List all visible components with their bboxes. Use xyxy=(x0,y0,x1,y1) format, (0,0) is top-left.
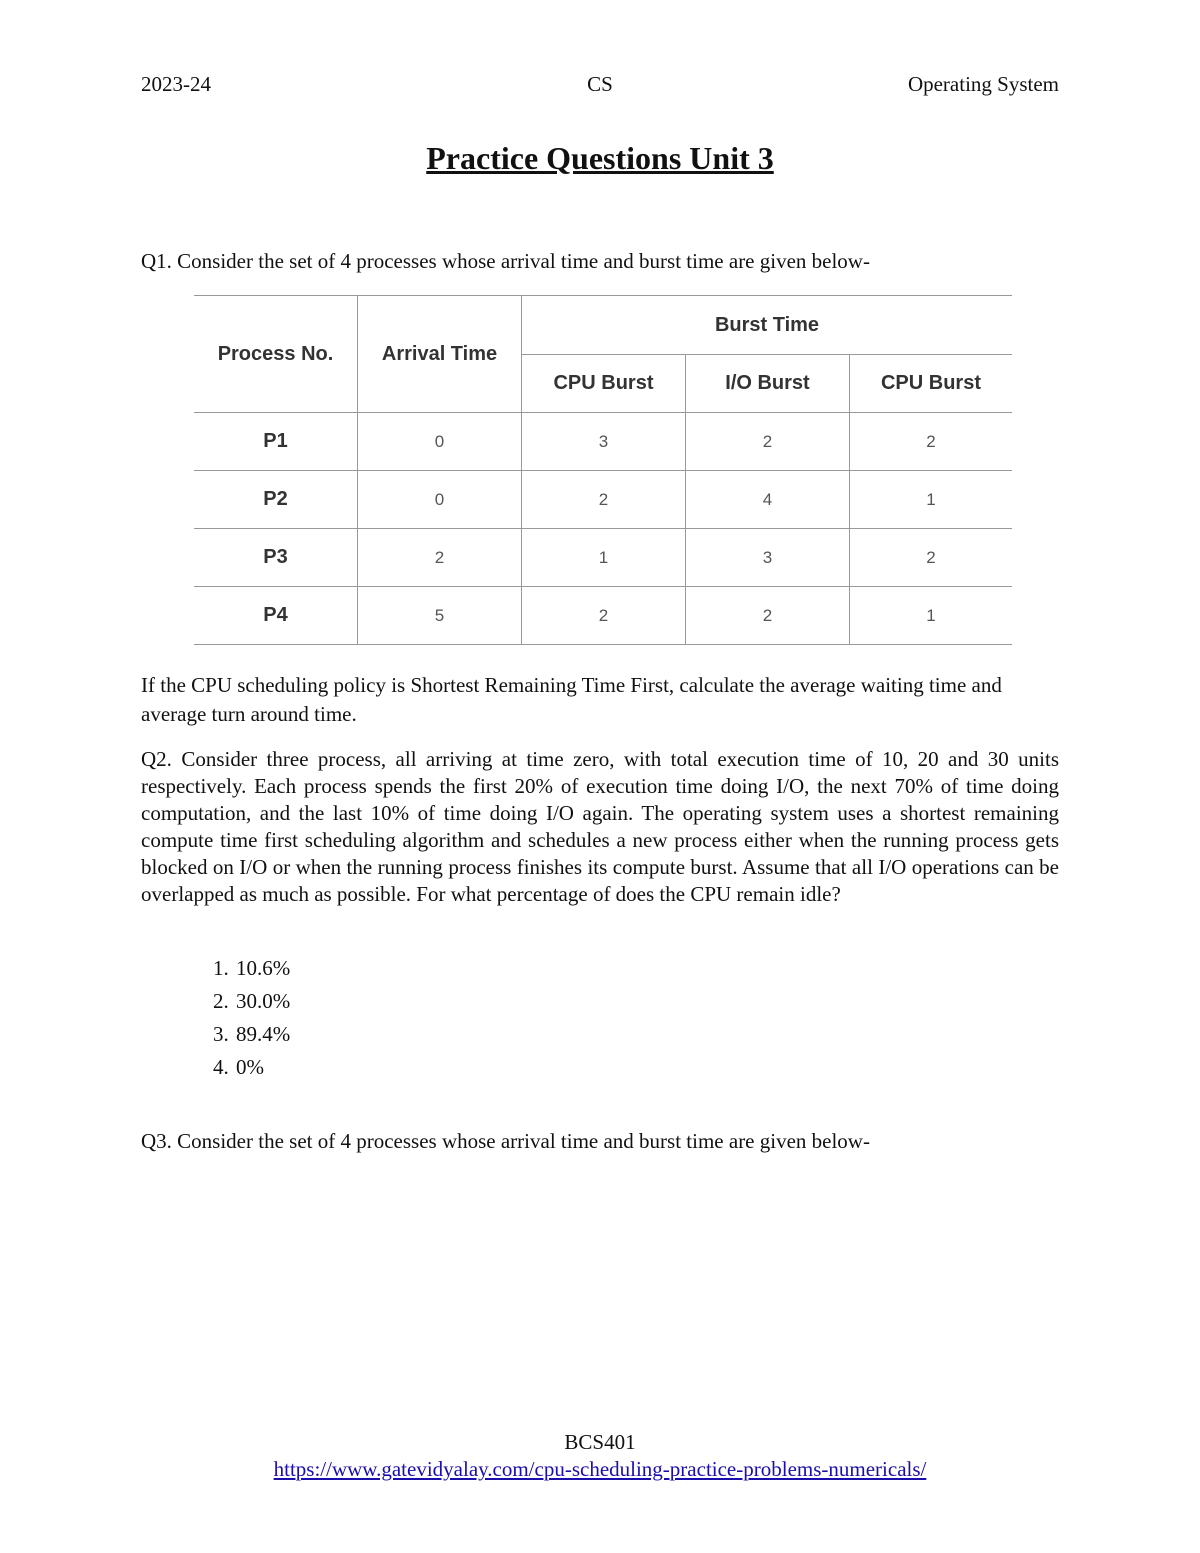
io-burst: 2 xyxy=(686,413,850,471)
header-cpu-burst-1: CPU Burst xyxy=(522,355,686,413)
q1-process-table xyxy=(194,295,1012,645)
footer-course-code: BCS401 xyxy=(564,1430,636,1454)
header-year: 2023-24 xyxy=(141,72,211,96)
table-row xyxy=(194,471,1012,529)
q2-text: Q2. Consider three process, all arriving at time zero, with total execution time of 10, 20 and 30 units respectively. Each process spends the first 20% of execution time doing I/O, the next 70% of time doing computation, and the last 10% of time doing I/O again. The operating system uses a shortest remaining compute time first scheduling algorithm and schedules a new process either when the running process gets blocked on I/O or when the running process finishes its compute burst. Assume that all I/O operations can be overlapped as much as possible. For what percentage of does the CPU remain idle? xyxy=(141,747,1059,906)
table-row xyxy=(194,413,1012,471)
page-title: Practice Questions Unit 3 xyxy=(426,140,774,176)
q3-intro: Q3. Consider the set of 4 processes whose arrival time and burst time are given below- xyxy=(141,1129,870,1153)
option-item: 2. 30.0% xyxy=(234,985,290,1018)
cpu-burst-2: 2 xyxy=(850,529,1013,587)
header-department: CS xyxy=(587,72,613,96)
header-subject: Operating System xyxy=(907,72,1059,96)
io-burst: 3 xyxy=(686,529,850,587)
cpu-burst-1: 1 xyxy=(522,529,686,587)
option-item: 3. 89.4% xyxy=(234,1018,290,1051)
q1-question: If the CPU scheduling policy is Shortest Remaining Time First, calculate the average waiting time and average turn around time. xyxy=(141,673,1002,726)
header-arrival-time: Arrival Time xyxy=(358,296,522,413)
io-burst: 2 xyxy=(686,587,850,645)
process-name: P2 xyxy=(263,488,288,510)
arrival-time: 5 xyxy=(358,587,522,645)
option-item: 4. 0% xyxy=(234,1051,290,1084)
header-io-burst: I/O Burst xyxy=(686,355,850,413)
table-header-row xyxy=(194,296,1012,355)
process-name: P4 xyxy=(263,604,288,626)
arrival-time: 0 xyxy=(358,471,522,529)
process-name: P3 xyxy=(263,546,288,568)
cpu-burst-2: 1 xyxy=(850,471,1013,529)
option-item: 1. 10.6% xyxy=(234,952,290,985)
table-row xyxy=(194,529,1012,587)
header-process-no: Process No. xyxy=(217,342,334,365)
process-name: P1 xyxy=(263,430,288,452)
io-burst: 4 xyxy=(686,471,850,529)
cpu-burst-1: 3 xyxy=(522,413,686,471)
q2-options xyxy=(196,952,290,1084)
table-row xyxy=(194,587,1012,645)
q1-intro: Q1. Consider the set of 4 processes whose arrival time and burst time are given below- xyxy=(141,249,870,273)
arrival-time: 2 xyxy=(358,529,522,587)
arrival-time: 0 xyxy=(358,413,522,471)
cpu-burst-1: 2 xyxy=(522,587,686,645)
cpu-burst-2: 2 xyxy=(850,413,1013,471)
footer-source-link[interactable]: https://www.gatevidyalay.com/cpu-scheduling-practice-problems-numericals/ xyxy=(273,1457,927,1481)
header-cpu-burst-2: CPU Burst xyxy=(850,355,1013,413)
cpu-burst-1: 2 xyxy=(522,471,686,529)
cpu-burst-2: 1 xyxy=(850,587,1013,645)
header-burst-time: Burst Time xyxy=(522,296,1013,355)
